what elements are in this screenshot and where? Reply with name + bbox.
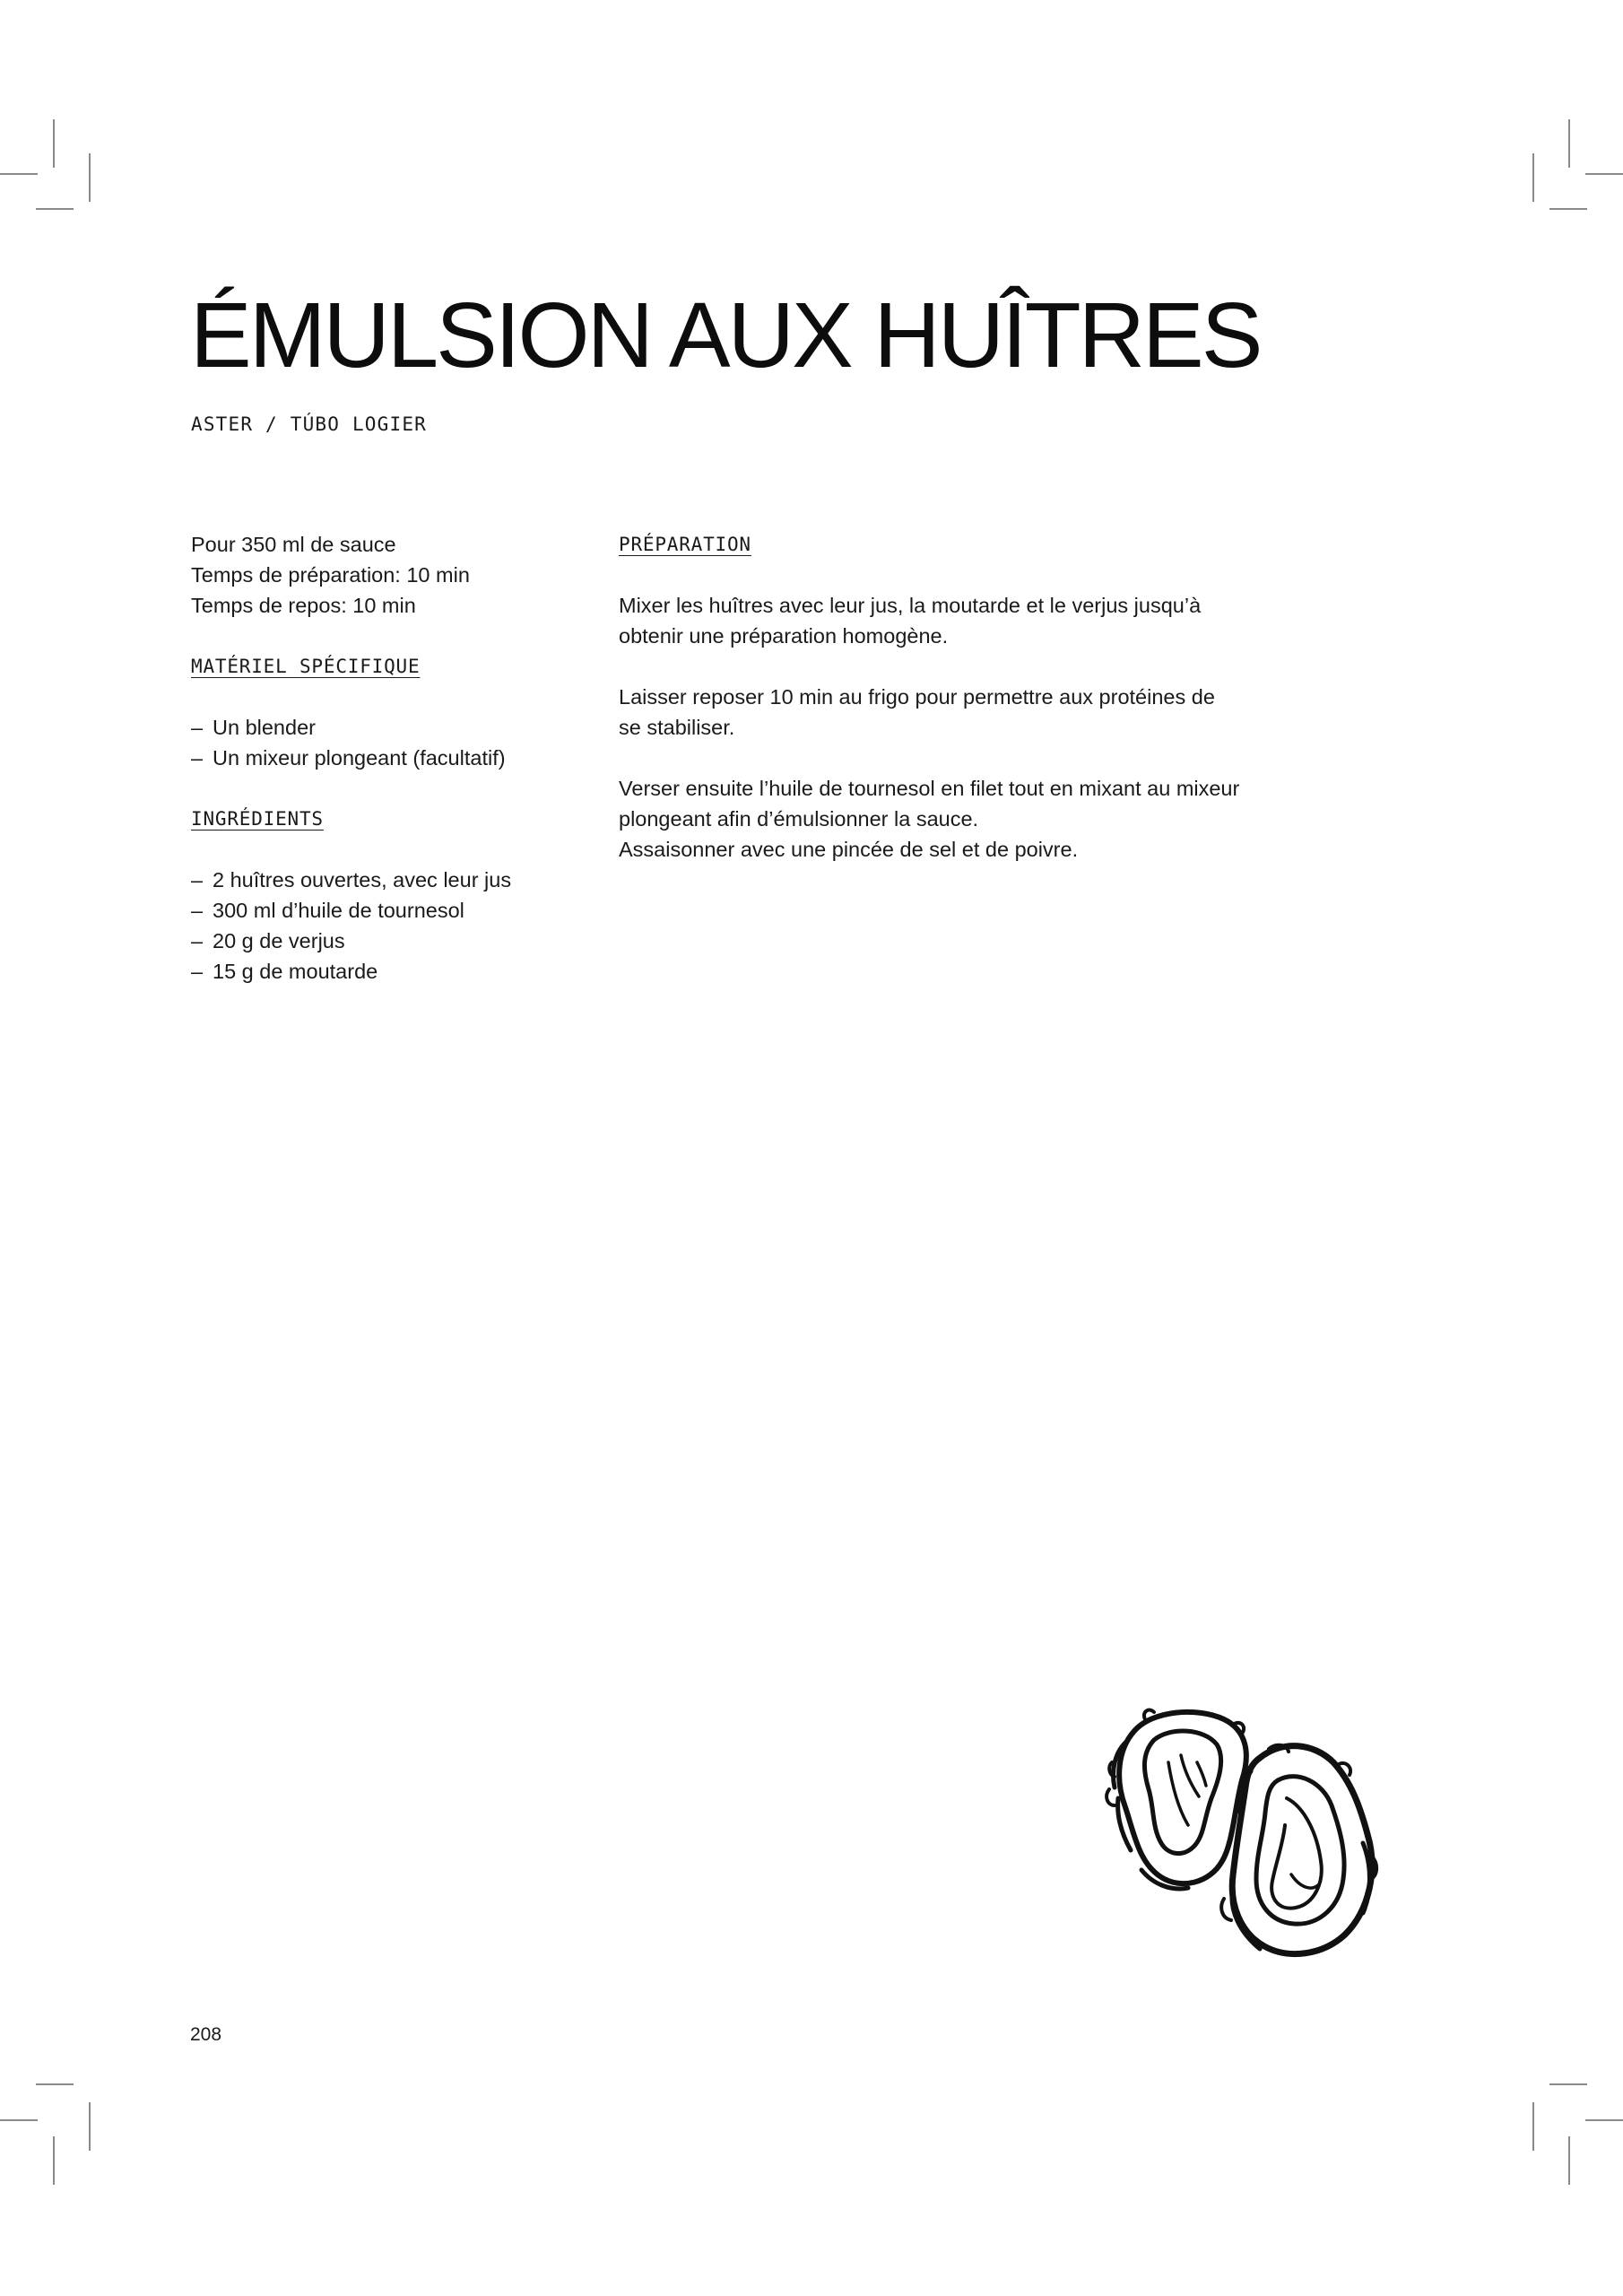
recipe-yield: Pour 350 ml de sauce	[191, 533, 396, 556]
list-item	[191, 743, 586, 773]
crop-mark	[1549, 208, 1587, 210]
list-marker: –	[191, 716, 204, 739]
oyster-icon	[1098, 1700, 1394, 1960]
list-item	[191, 956, 586, 987]
equipment-heading: MATÉRIEL SPÉCIFIQUE	[191, 656, 421, 677]
recipe-sidebar	[191, 529, 586, 987]
list-marker: –	[191, 960, 204, 983]
list-marker: –	[191, 868, 204, 891]
crop-mark	[53, 119, 55, 168]
ingredient-item: 2 huîtres ouvertes, avec leur jus	[213, 868, 512, 891]
list-marker: –	[191, 899, 204, 922]
preparation-line: obtenir une préparation homogène.	[619, 624, 949, 648]
ingredient-item: 20 g de verjus	[213, 929, 345, 952]
page-number: 208	[190, 2024, 222, 2045]
preparation-line: Laisser reposer 10 min au frigo pour permettre aux protéines de	[619, 685, 1215, 709]
crop-mark	[1585, 173, 1623, 175]
list-marker: –	[191, 746, 204, 770]
crop-mark	[1549, 2083, 1587, 2085]
list-item	[191, 895, 586, 926]
ingredient-item: 300 ml d’huile de tournesol	[213, 899, 464, 922]
preparation-line: plongeant afin d’émulsionner la sauce.	[619, 807, 979, 831]
preparation-section	[619, 529, 1390, 895]
preparation-step	[619, 773, 1390, 865]
crop-mark	[36, 208, 74, 210]
crop-mark	[0, 173, 38, 175]
ingredient-item: 15 g de moutarde	[213, 960, 378, 983]
crop-mark	[89, 2102, 91, 2151]
list-marker: –	[191, 929, 204, 952]
ingredients-heading: INGRÉDIENTS	[191, 808, 324, 830]
preparation-line: se stabiliser.	[619, 716, 735, 739]
preparation-line: Assaisonner avec une pincée de sel et de poivre.	[619, 838, 1079, 861]
equipment-item: Un blender	[213, 716, 316, 739]
preparation-heading: PRÉPARATION	[619, 534, 751, 555]
equipment-item: Un mixeur plongeant (facultatif)	[213, 746, 506, 770]
crop-mark	[1585, 2119, 1623, 2121]
crop-mark	[89, 153, 91, 202]
list-item	[191, 926, 586, 956]
rest-time: Temps de repos: 10 min	[191, 594, 416, 617]
crop-mark	[1532, 2102, 1534, 2151]
list-item	[191, 865, 586, 895]
preparation-line: Mixer les huîtres avec leur jus, la moutarde et le verjus jusqu’à	[619, 594, 1202, 617]
preparation-step	[619, 590, 1390, 651]
recipe-title: ÉMULSION AUX HUÎTRES	[190, 283, 1261, 387]
crop-mark	[1532, 153, 1534, 202]
preparation-step	[619, 682, 1390, 743]
crop-mark	[36, 2083, 74, 2085]
list-item	[191, 712, 586, 743]
crop-mark	[1568, 2136, 1570, 2185]
crop-mark	[1568, 119, 1570, 168]
recipe-authors: ASTER / TÚBO LOGIER	[191, 413, 428, 435]
crop-mark	[53, 2136, 55, 2185]
preparation-line: Verser ensuite l’huile de tournesol en filet tout en mixant au mixeur	[619, 777, 1240, 800]
prep-time: Temps de préparation: 10 min	[191, 563, 470, 587]
crop-mark	[0, 2119, 38, 2121]
